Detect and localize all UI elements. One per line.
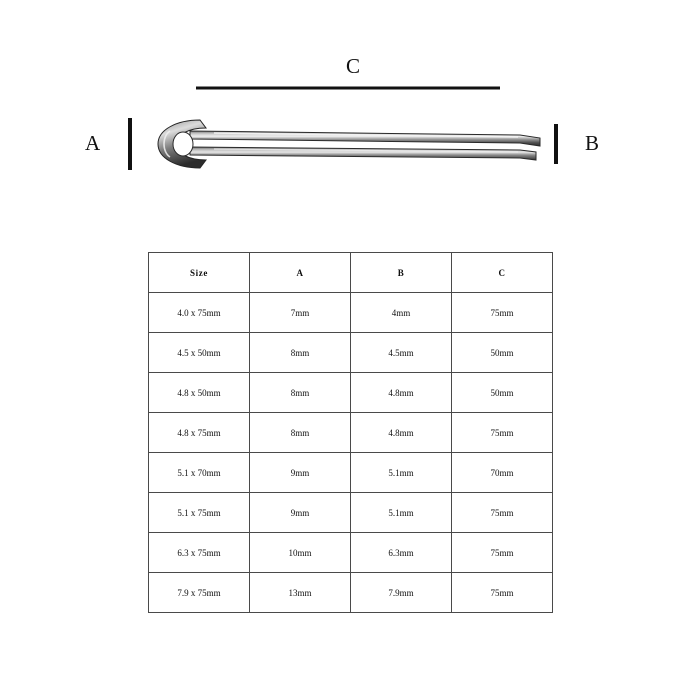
cell-b: 5.1mm bbox=[351, 493, 452, 533]
cell-a: 9mm bbox=[250, 493, 351, 533]
specification-table bbox=[148, 252, 553, 613]
cell-a: 9mm bbox=[250, 453, 351, 493]
cell-b: 4.8mm bbox=[351, 413, 452, 453]
cell-c: 75mm bbox=[452, 293, 553, 333]
cell-c: 75mm bbox=[452, 413, 553, 453]
cell-a: 7mm bbox=[250, 293, 351, 333]
column-header-b: B bbox=[351, 253, 452, 293]
table-header-row bbox=[149, 253, 553, 293]
table-row bbox=[149, 493, 553, 533]
cell-size: 4.5 x 50mm bbox=[149, 333, 250, 373]
table-row bbox=[149, 373, 553, 413]
cell-b: 4mm bbox=[351, 293, 452, 333]
cell-size: 7.9 x 75mm bbox=[149, 573, 250, 613]
cell-size: 5.1 x 75mm bbox=[149, 493, 250, 533]
table-row bbox=[149, 573, 553, 613]
cell-size: 5.1 x 70mm bbox=[149, 453, 250, 493]
table-row bbox=[149, 333, 553, 373]
cell-b: 4.8mm bbox=[351, 373, 452, 413]
cell-a: 13mm bbox=[250, 573, 351, 613]
cell-size: 4.8 x 50mm bbox=[149, 373, 250, 413]
table-row bbox=[149, 533, 553, 573]
cell-c: 50mm bbox=[452, 373, 553, 413]
cell-b: 6.3mm bbox=[351, 533, 452, 573]
cell-a: 8mm bbox=[250, 413, 351, 453]
cell-c: 75mm bbox=[452, 573, 553, 613]
cell-size: 6.3 x 75mm bbox=[149, 533, 250, 573]
label-b: B bbox=[585, 131, 600, 155]
column-header-c: C bbox=[452, 253, 553, 293]
cell-a: 10mm bbox=[250, 533, 351, 573]
cell-a: 8mm bbox=[250, 373, 351, 413]
cell-size: 4.8 x 75mm bbox=[149, 413, 250, 453]
cell-c: 70mm bbox=[452, 453, 553, 493]
table-row bbox=[149, 293, 553, 333]
cell-c: 50mm bbox=[452, 333, 553, 373]
column-header-a: A bbox=[250, 253, 351, 293]
column-header-size: Size bbox=[149, 253, 250, 293]
eye-hole bbox=[173, 132, 193, 156]
label-c: C bbox=[346, 54, 361, 78]
pin-diagram bbox=[0, 0, 700, 240]
cell-b: 5.1mm bbox=[351, 453, 452, 493]
pin-body bbox=[158, 120, 540, 168]
label-a: A bbox=[85, 131, 101, 155]
cotter-pin-illustration bbox=[0, 0, 700, 240]
table-row bbox=[149, 413, 553, 453]
table-row bbox=[149, 453, 553, 493]
cell-c: 75mm bbox=[452, 533, 553, 573]
cell-a: 8mm bbox=[250, 333, 351, 373]
cell-b: 4.5mm bbox=[351, 333, 452, 373]
cell-c: 75mm bbox=[452, 493, 553, 533]
cell-size: 4.0 x 75mm bbox=[149, 293, 250, 333]
cell-b: 7.9mm bbox=[351, 573, 452, 613]
